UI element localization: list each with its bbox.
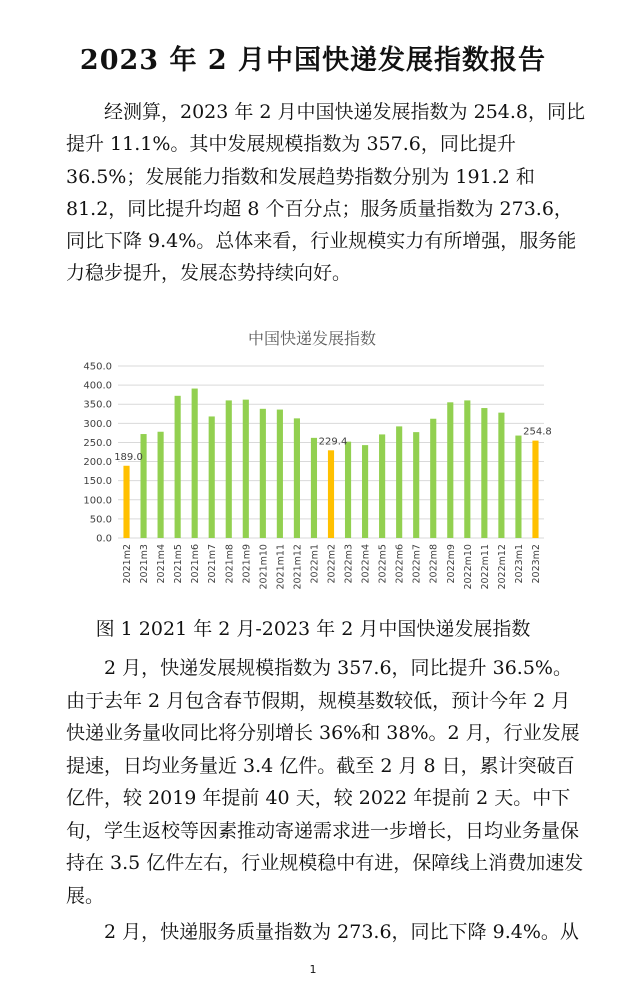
y-tick-label: 50.0 xyxy=(89,514,112,526)
x-tick-label: 2022m12 xyxy=(496,544,508,590)
x-tick-label: 2021m7 xyxy=(207,544,219,584)
y-tick-label: 450.0 xyxy=(83,361,112,373)
x-tick-label: 2022m11 xyxy=(479,544,491,590)
x-tick-label: 2022m1 xyxy=(309,544,321,584)
x-tick-label: 2022m8 xyxy=(428,544,440,584)
bar-2021m5 xyxy=(175,396,181,538)
y-tick-label: 350.0 xyxy=(83,399,112,411)
y-axis-ticks xyxy=(83,362,112,545)
bar-2022m6 xyxy=(396,426,402,538)
x-tick-label: 2021m4 xyxy=(156,544,168,584)
y-tick-label: 200.0 xyxy=(83,457,112,469)
bar-2021m11 xyxy=(277,410,283,538)
bar-2021m4 xyxy=(158,432,164,538)
page-number: 1 xyxy=(309,963,317,976)
bar-2022m5 xyxy=(379,434,385,538)
bar-2022m11 xyxy=(481,408,487,538)
x-tick-label: 2021m3 xyxy=(139,544,151,584)
bar-2021m2 xyxy=(123,466,129,538)
x-tick-label: 2021m8 xyxy=(224,544,236,584)
x-tick-label: 2023m1 xyxy=(513,544,525,584)
express-index-bar-chart xyxy=(72,322,562,612)
x-tick-label: 2021m2 xyxy=(122,544,134,584)
x-tick-label: 2022m3 xyxy=(343,544,355,584)
x-axis-ticks xyxy=(122,544,542,590)
paragraph-summary: 经测算，2023 年 2 月中国快递发展指数为 254.8，同比提升 11.1%。其中发展规模指数为 357.6，同比提升 36.5%；发展能力指数和发展趋势指数分别为 191.2 和 81.2，同比提升均超 8 个百分点；服务质量指数为 273.6，同比下降 9.4%。总体来看，行业规模实力有所增强，服务能力稳步提升，发展态势持续向好。 xyxy=(66,101,585,285)
x-tick-label: 2021m5 xyxy=(173,544,185,584)
y-tick-label: 100.0 xyxy=(83,495,112,507)
chart-container xyxy=(72,322,562,612)
bar-2022m12 xyxy=(498,413,504,538)
bar-2023m1 xyxy=(515,436,521,538)
bar-2021m10 xyxy=(260,409,266,538)
bar-2022m2 xyxy=(328,450,334,538)
bar-2021m12 xyxy=(294,418,300,538)
bar-2021m9 xyxy=(243,400,249,538)
x-tick-label: 2021m9 xyxy=(241,544,253,584)
bars xyxy=(123,389,538,538)
bar-2022m1 xyxy=(311,438,317,538)
x-tick-label: 2022m4 xyxy=(360,544,372,584)
bar-2023m2 xyxy=(532,441,538,538)
bar-2022m10 xyxy=(464,400,470,538)
paragraph-service-quality: 2 月，快递服务质量指数为 273.6，同比下降 9.4%。从 xyxy=(66,921,579,943)
x-tick-label: 2022m5 xyxy=(377,544,389,584)
bar-2021m8 xyxy=(226,400,232,538)
bar-2022m9 xyxy=(447,402,453,538)
data-label: 189.0 xyxy=(114,451,143,463)
figure-caption: 图 1 2021 年 2 月-2023 年 2 月中国快递发展指数 xyxy=(95,618,531,640)
chart-title: 中国快递发展指数 xyxy=(247,329,377,348)
data-label: 229.4 xyxy=(318,436,348,448)
x-tick-label: 2021m12 xyxy=(292,544,304,590)
x-tick-label: 2021m11 xyxy=(275,544,287,590)
x-tick-label: 2021m6 xyxy=(190,544,202,584)
bar-2022m7 xyxy=(413,432,419,538)
bar-2021m6 xyxy=(192,389,198,538)
x-tick-label: 2022m2 xyxy=(326,544,338,584)
bar-2021m7 xyxy=(209,416,215,538)
x-tick-label: 2022m6 xyxy=(394,544,406,584)
paragraph-scale: 2 月，快递发展规模指数为 357.6，同比提升 36.5%。由于去年 2 月包含春节假期，规模基数较低，预计今年 2 月快递业务量收同比将分别增长 36%和 38%。2 月，行业发展提速，日均业务量近 3.4 亿件。截至 2 月 8 日，累计突破百亿件，较 2019 年提前 40 天，较 2022 年提前 2 天。中下旬，学生返校等因素推动寄递需求进一步增长，日均业务量保持在 3.5 亿件左右，行业规模稳中有进，保障线上消费加速发展。 xyxy=(66,657,584,907)
bar-2022m4 xyxy=(362,445,368,538)
x-tick-label: 2022m10 xyxy=(462,544,474,590)
y-tick-label: 0.0 xyxy=(96,533,112,545)
y-tick-label: 250.0 xyxy=(83,437,112,449)
x-tick-label: 2022m9 xyxy=(445,544,457,584)
y-tick-label: 150.0 xyxy=(83,476,112,488)
bar-2021m3 xyxy=(140,434,146,538)
document-title: 2023 年 2 月中国快递发展指数报告 xyxy=(79,45,547,76)
y-tick-label: 300.0 xyxy=(83,418,112,430)
data-label: 254.8 xyxy=(523,426,552,438)
x-tick-label: 2022m7 xyxy=(411,544,423,584)
x-tick-label: 2021m10 xyxy=(258,544,270,590)
x-tick-label: 2023m2 xyxy=(530,544,542,584)
bar-2022m8 xyxy=(430,419,436,538)
bar-2022m3 xyxy=(345,442,351,538)
y-tick-label: 400.0 xyxy=(83,380,112,392)
